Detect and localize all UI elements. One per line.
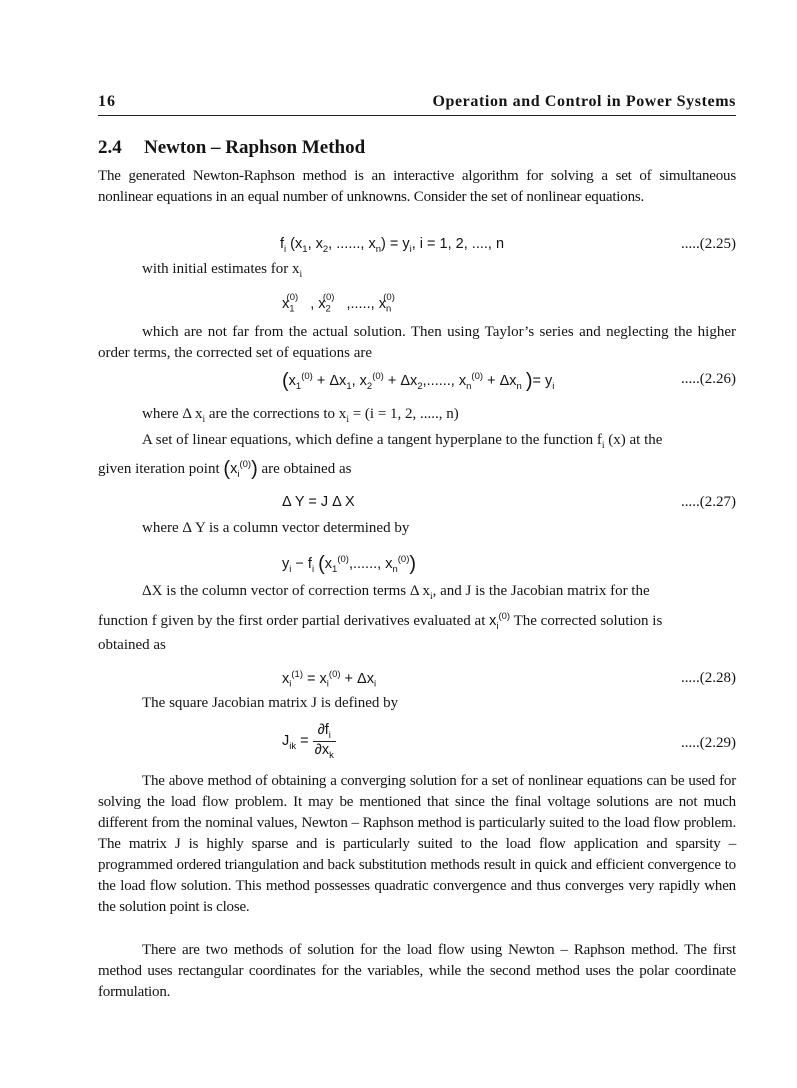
tangent-hyperplane-line: A set of linear equations, which define a tangent hyperplane to the function $f_i$ (x) at the (142, 432, 663, 451)
residual-expression: $y_i - f_i$ ($x_1^{(0)}$,......, $x_n^{(0)}$) (282, 553, 417, 575)
equation-2-25: $f_i$ ($x_1$, $x_2$, ......, $x_n) = y_i$, i = 1, 2, ...., n (280, 236, 505, 255)
running-title: Operation and Control in Power Systems (432, 93, 736, 110)
obtained-as-line: obtained as (98, 637, 166, 653)
running-header (98, 93, 736, 116)
iteration-point-line: given iteration point $(x_i^{(0)})$ are obtained as (98, 458, 352, 480)
equation-number-2-29: .....(2.29) (681, 735, 736, 751)
two-methods-paragraph: There are two methods of solution for the load flow using Newton – Raphson method. The first method uses rectangular coordinates for the variables, while the second method uses the polar coordinate formulation. (98, 942, 736, 1000)
equation-number-2-28: .....(2.28) (681, 670, 736, 686)
equation-number-2-26: .....(2.26) (681, 371, 736, 387)
equation-number-2-25: .....(2.25) (681, 236, 736, 252)
equation-2-28: $x_i^{(1)} = x_i^{(0)} + \Delta x_i$ (282, 669, 377, 690)
equation-2-27: Δ Y = J Δ X (282, 494, 355, 510)
section-number: 2.4 (98, 137, 122, 158)
page-number: 16 (98, 93, 116, 110)
intro-paragraph: The generated Newton-Raphson method is an interactive algorithm for solving a set of simultaneous nonlinear equations in an equal number of unknowns. Consider the set of nonlinear equations. (98, 168, 736, 205)
equation-number-2-27: .....(2.27) (681, 494, 736, 510)
jacobian-evaluation-line: function f given by the first order partial derivatives evaluated at $x_i^{(0)}$ The corrected solution is (98, 611, 663, 632)
initial-estimates-list: $x_1^{(0)}$ , $x_2^{(0)}$ ,....., $x_n^{(0)}$ (282, 292, 395, 315)
initial-estimates-line: with initial estimates for $x_i$ (142, 261, 303, 280)
jacobian-definition-line: The square Jacobian matrix J is defined by (142, 695, 399, 711)
equation-2-26: ($x_1^{(0)} + \Delta x_1$, $x_2^{(0)} + \Delta x_2$,......, $x_n^{(0)} + \Delta x_n$ )= $y_i$ (282, 370, 555, 392)
section-heading (98, 137, 365, 159)
method-discussion-paragraph: The above method of obtaining a converging solution for a set of nonlinear equations can be used for solving the load flow problem. It may be mentioned that since the final voltage solutions are not much different from the nominal values, Newton – Raphson method is particularly suited to the load flow problem. The matrix J is highly sparse and is particularly suited to the load flow application and sparsity – programmed ordered triangulation and back substitution methods result in quick and efficient convergence to the load flow solution. This method possesses quadratic convergence and thus converges very rapidly when the solution point is close. (98, 773, 736, 915)
corrections-line: where Δ $x_i$ are the corrections to $x_i = (i = 1$, 2, ....., n) (142, 406, 459, 425)
taylor-paragraph: which are not far from the actual solution. Then using Taylor’s series and neglecting the higher order terms, the corrected set of equations are (98, 324, 736, 361)
correction-vector-line: ΔX is the column vector of correction terms Δ $x_i$, and J is the Jacobian matrix for the (142, 583, 650, 602)
section-title: Newton – Raphson Method (144, 137, 366, 158)
equation-2-29: $J_{ik}$ = $\frac{\partial f_i}{\partial x_k}$ (282, 722, 334, 761)
delta-y-line: where Δ Y is a column vector determined by (142, 520, 410, 536)
